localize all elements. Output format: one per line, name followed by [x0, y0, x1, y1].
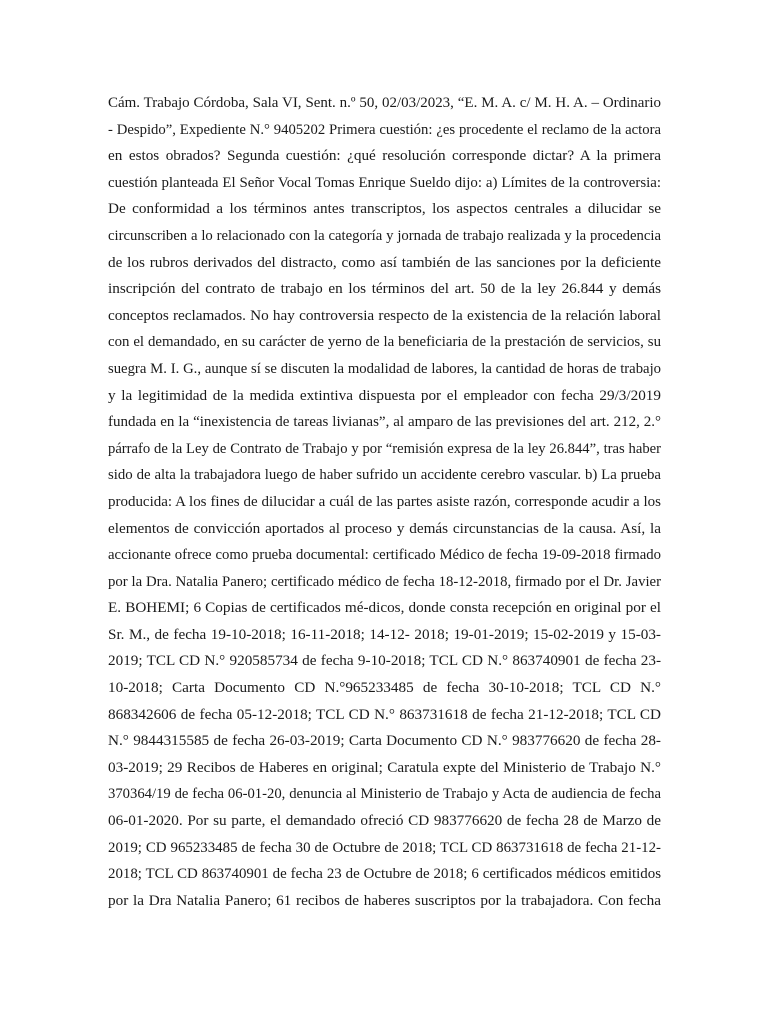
text-line: por la Dra. Natalia Panero; certificado médico de fecha 18-12-2018, firmado por el Dr. Javier: [108, 573, 661, 590]
text-line: producida: A los fines de dilucidar a cuál de las partes asiste razón, corresponde acudir a los: [108, 493, 661, 510]
text-line: fundada en la “inexistencia de tareas livianas”, al amparo de las previsiones del art. 212, 2.°: [108, 414, 661, 431]
text-line: inscripción del contrato de trabajo en los términos del art. 50 de la ley 26.844 y demás: [108, 280, 661, 298]
text-line: accionante ofrece como prueba documental: certificado Médico de fecha 19-09-2018 firmado: [108, 547, 661, 564]
text-line: 2019; CD 965233485 de fecha 30 de Octubre de 2018; TCL CD 863731618 de fecha 21-12-: [108, 839, 661, 856]
text-line: conceptos reclamados. No hay controversia respecto de la existencia de la relación laboral: [108, 306, 661, 324]
text-line: en estos obrados? Segunda cuestión: ¿qué resolución corresponde dictar? A la primera: [108, 147, 661, 165]
text-line: De conformidad a los términos antes transcriptos, los aspectos centrales a dilucidar se: [108, 200, 661, 218]
text-line: 03-2019; 29 Recibos de Haberes en original; Caratula expte del Ministerio de Trabajo N.°: [108, 758, 661, 776]
text-line: por la Dra Natalia Panero; 61 recibos de haberes suscriptos por la trabajadora. Con fecha: [108, 891, 661, 909]
text-line: Sr. M., de fecha 19-10-2018; 16-11-2018; 14-12- 2018; 19-01-2019; 15-02-2019 y 15-03-: [108, 625, 661, 643]
text-line: 370364/19 de fecha 06-01-20, denuncia al Ministerio de Trabajo y Acta de audiencia de fecha: [108, 786, 661, 803]
text-line: 2019; TCL CD N.° 920585734 de fecha 9-10-2018; TCL CD N.° 863740901 de fecha 23-: [108, 652, 661, 670]
text-line: E. BOHEMI; 6 Copias de certificados mé-dicos, donde consta recepción en original por el: [108, 599, 661, 617]
text-line: con el demandado, en su carácter de yerno de la beneficiaria de la prestación de servicios, su: [108, 334, 661, 351]
judgment-text: [108, 90, 661, 914]
text-line: 06-01-2020. Por su parte, el demandado ofreció CD 983776620 de fecha 28 de Marzo de: [108, 812, 661, 830]
text-line: de los rubros derivados del distracto, como así también de las sanciones por la deficiente: [108, 253, 661, 271]
text-line: 10-2018; Carta Documento CD N.°965233485 de fecha 30-10-2018; TCL CD N.°: [108, 679, 661, 697]
text-line: 868342606 de fecha 05-12-2018; TCL CD N.° 863731618 de fecha 21-12-2018; TCL CD: [108, 705, 661, 723]
text-line: suegra M. I. G., aunque sí se discuten la modalidad de labores, la cantidad de horas de trabajo: [108, 360, 661, 377]
text-line: sido de alta la trabajadora luego de haber sufrido un accidente cerebro vascular. b) La prueba: [108, 467, 661, 484]
text-line: cuestión planteada El Señor Vocal Tomas Enrique Sueldo dijo: a) Límites de la controversia:: [108, 174, 661, 191]
text-line: Cám. Trabajo Córdoba, Sala VI, Sent. n.º 50, 02/03/2023, “E. M. A. c/ M. H. A. – Ordinario: [108, 95, 661, 111]
text-line: elementos de convicción aportados al proceso y demás circunstancias de la causa. Así, la: [108, 519, 661, 537]
text-line: - Despido”, Expediente N.° 9405202 Primera cuestión: ¿es procedente el reclamo de la actora: [108, 121, 661, 138]
text-line: N.° 9844315585 de fecha 26-03-2019; Carta Documento CD N.° 983776620 de fecha 28-: [108, 732, 661, 750]
text-line: circunscriben a lo relacionado con la categoría y jornada de trabajo realizada y la procedencia: [108, 227, 661, 244]
text-line: párrafo de la Ley de Contrato de Trabajo y por “remisión expresa de la ley 26.844”, tras haber: [108, 440, 661, 457]
text-line: 2018; TCL CD 863740901 de fecha 23 de Octubre de 2018; 6 certificados médicos emitidos: [108, 866, 661, 883]
text-line: y la legitimidad de la medida extintiva dispuesta por el empleador con fecha 29/3/2019: [108, 386, 661, 404]
